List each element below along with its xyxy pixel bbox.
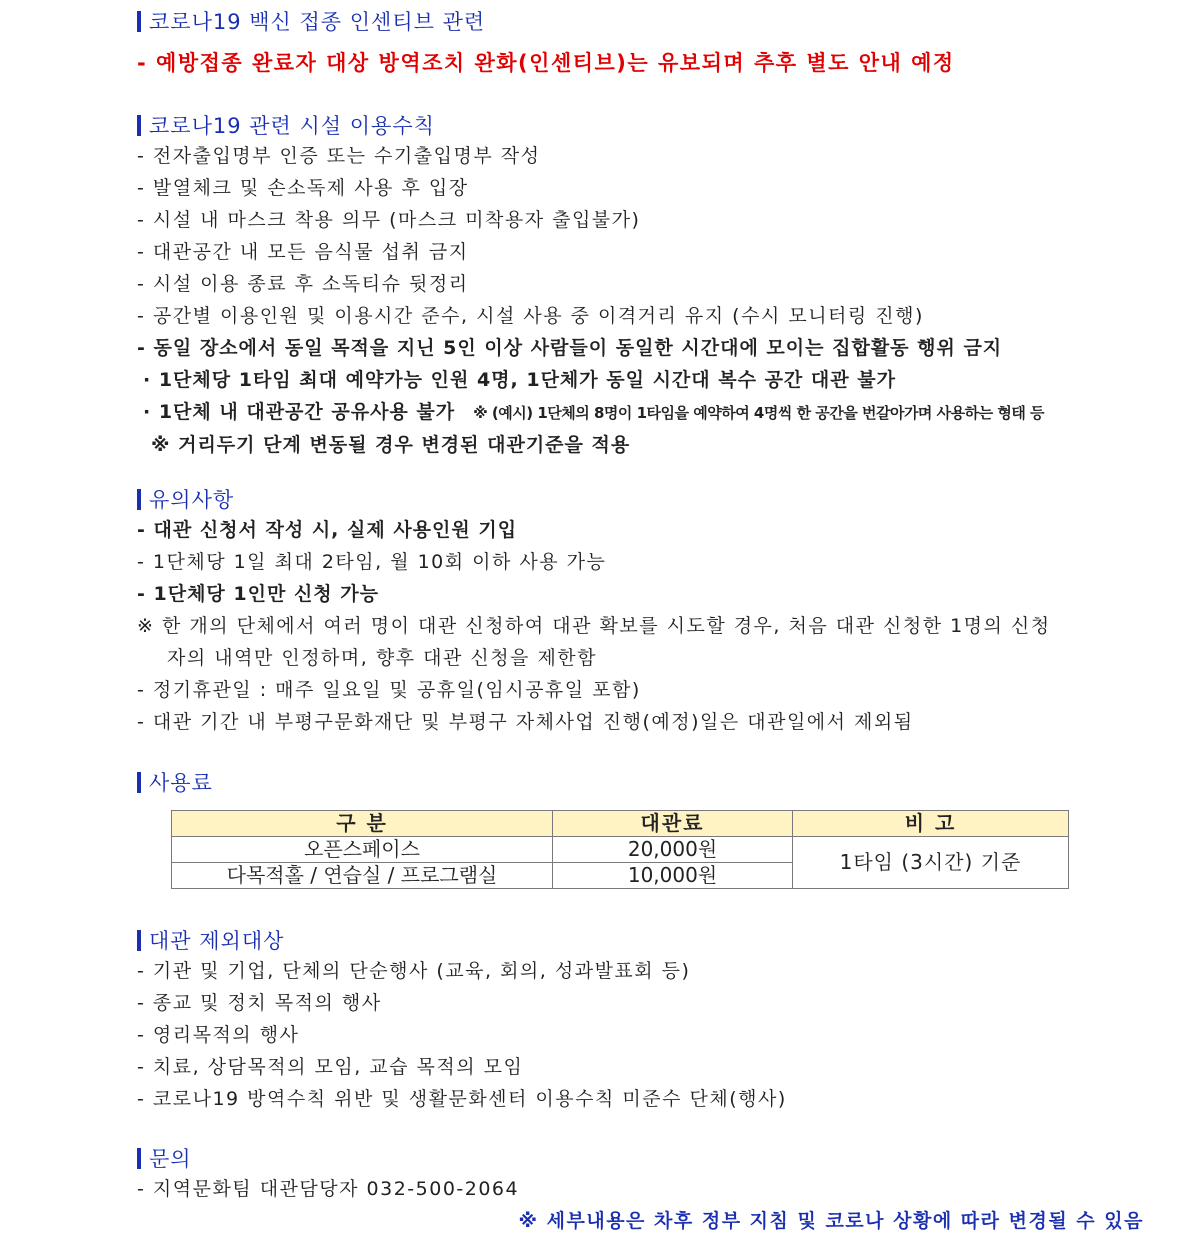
exclusion-item: - 영리목적의 행사 — [137, 1024, 300, 1046]
section-heading — [137, 6, 1160, 36]
rule-item: - 대관공간 내 모든 음식물 섭취 금지 — [137, 241, 469, 263]
notice-item: - 대관 기간 내 부평구문화재단 및 부평구 자체사업 진행(예정)일은 대관일에서 제외됨 — [137, 711, 914, 733]
remark-cell: 1타임 (3시간) 기준 — [793, 837, 1069, 889]
column-header-remark: 비 고 — [793, 811, 1069, 837]
section-heading — [137, 925, 1160, 955]
space-cell: 다목적홀 / 연습실 / 프로그램실 — [172, 863, 553, 889]
heading-bar — [137, 11, 141, 32]
heading-text: 사용료 — [149, 771, 213, 795]
heading-bar — [137, 1148, 141, 1169]
notice-item: - 1단체당 1인만 신청 가능 — [137, 583, 379, 605]
contact-section — [137, 1143, 1160, 1237]
notice-item: - 대관 신청서 작성 시, 실제 사용인원 기입 — [137, 519, 518, 541]
fee-section — [137, 767, 1160, 797]
exclusion-section — [137, 925, 1160, 1115]
rule-item: - 시설 이용 종료 후 소독티슈 뒷정리 — [137, 273, 469, 295]
section-heading — [137, 110, 1160, 140]
exclusion-item: - 종교 및 정치 목적의 행사 — [137, 992, 382, 1014]
heading-bar — [137, 772, 141, 793]
heading-bar — [137, 115, 141, 136]
heading-text: 유의사항 — [149, 488, 235, 512]
heading-text: 문의 — [149, 1147, 192, 1171]
table-row — [172, 837, 1069, 863]
notice-item: - 1단체당 1일 최대 2타임, 월 10회 이하 사용 가능 — [137, 551, 607, 573]
rule-item: - 시설 내 마스크 착용 의무 (마스크 미착용자 출입불가) — [137, 209, 641, 231]
incentive-notice: - 예방접종 완료자 대상 방역조치 완화(인센티브)는 유보되며 추후 별도 안내 예정 — [137, 51, 955, 75]
section-heading — [137, 767, 1160, 797]
exclusion-item: - 코로나19 방역수칙 위반 및 생활문화센터 이용수칙 미준수 단체(행사) — [137, 1088, 787, 1110]
heading-text: 대관 제외대상 — [149, 929, 285, 953]
notice-item: ※ 한 개의 단체에서 여러 명이 대관 신청하여 대관 확보를 시도할 경우, 처음 대관 신청한 1명의 신청 — [137, 615, 1051, 637]
heading-text: 코로나19 관련 시설 이용수칙 — [149, 114, 435, 138]
vaccine-incentive-section — [137, 6, 1160, 80]
notice-item: - 정기휴관일 : 매주 일요일 및 공휴일(임시공휴일 포함) — [137, 679, 641, 701]
space-cell: 오픈스페이스 — [172, 837, 553, 863]
price-cell: 10,000원 — [553, 863, 793, 889]
price-cell: 20,000원 — [553, 837, 793, 863]
shared-use-rule — [137, 396, 1160, 429]
shared-use-text: · 1단체 내 대관공간 공유사용 불가 — [143, 401, 456, 423]
section-heading — [137, 1143, 1160, 1173]
rule-item: - 발열체크 및 손소독제 사용 후 입장 — [137, 177, 469, 199]
gathering-ban-rule: - 동일 장소에서 동일 목적을 지닌 5인 이상 사람들이 동일한 시간대에 모이는 집합활동 행위 금지 — [137, 337, 1003, 359]
exclusion-item: - 치료, 상담목적의 모임, 교습 목적의 모임 — [137, 1056, 524, 1078]
footnote: ※ 세부내용은 차후 정부 지침 및 코로나 상황에 따라 변경될 수 있음 — [518, 1210, 1144, 1232]
shared-use-example: ※ (예시) 1단체의 8명이 1타임을 예약하여 4명씩 한 공간을 번갈아가며 사용하는 형태 등 — [473, 404, 1045, 422]
rule-item: - 전자출입명부 인증 또는 수기출입명부 작성 — [137, 145, 541, 167]
notice-section — [137, 484, 1160, 738]
column-header-fee: 대관료 — [553, 811, 793, 837]
notice-item-continued: 자의 내역만 인정하며, 향후 대관 신청을 제한함 — [167, 647, 598, 669]
facility-rules-section — [137, 110, 1160, 461]
heading-bar — [137, 930, 141, 951]
table-header-row — [172, 811, 1069, 837]
contact-info: - 지역문화팀 대관담당자 032-500-2064 — [137, 1178, 520, 1200]
heading-bar — [137, 489, 141, 510]
fee-table — [171, 810, 1069, 889]
column-header-category: 구 분 — [172, 811, 553, 837]
exclusion-item: - 기관 및 기업, 단체의 단순행사 (교육, 회의, 성과발표회 등) — [137, 960, 691, 982]
rule-item: - 공간별 이용인원 및 이용시간 준수, 시설 사용 중 이격거리 유지 (수시 모니터링 진행) — [137, 305, 924, 327]
section-heading — [137, 484, 1160, 514]
heading-text: 코로나19 백신 접종 인센티브 관련 — [149, 10, 486, 34]
distancing-note: ※ 거리두기 단계 변동될 경우 변경된 대관기준을 적용 — [151, 434, 631, 456]
booking-limit-rule: · 1단체당 1타임 최대 예약가능 인원 4명, 1단체가 동일 시간대 복수 공간 대관 불가 — [143, 369, 896, 391]
